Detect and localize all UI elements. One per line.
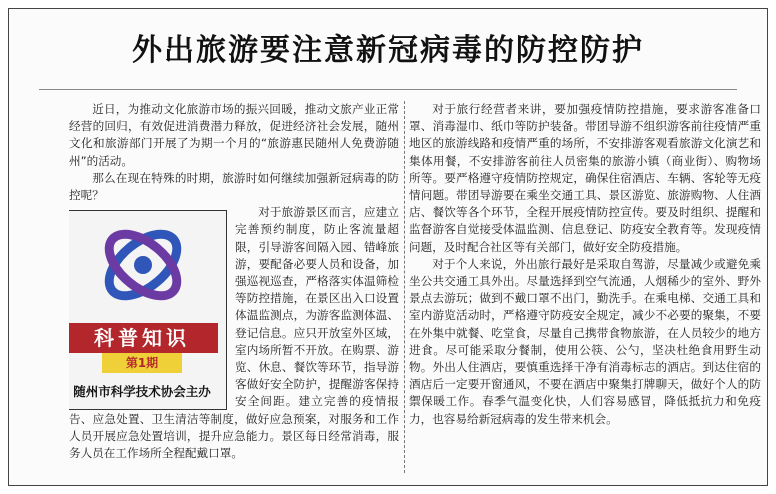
- science-association-logo: [93, 215, 193, 315]
- science-column-badge: [69, 210, 227, 410]
- paragraph: 那么在现在特殊的时期，旅游时如何继续加强新冠病毒的防控呢？: [69, 170, 399, 203]
- paragraph: 对于旅游景区而言，应建立完善预约制度，防止客流量超限，引导游客间隔入园、错峰旅游，要配备必要人员和设备，加强巡视巡查，严格落实体温筛检等防控措施，在景区出入口设置体温监测点，为游客监测体温、登记信息。应只开放室外区域，室内场所暂不开放。在购票、游览、休息、餐饮等环节，指导游客做好安全防护，提醒游客保持安全间距。建立完善的疫情报告、应急处置、卫生清洁等制度，做好应急预案，对服务和工作人员开展应急处置培训，提升应急能力。景区每日经常消毒，服务人员在工作场所全程配戴口罩。: [69, 205, 399, 461]
- article-headline: 外出旅游要注意新冠病毒的防控防护: [132, 33, 644, 68]
- issue-number: 第1期: [102, 353, 182, 373]
- newspaper-clipping: [8, 8, 768, 486]
- paragraph: 近日，为推动文化旅游市场的振兴回暖，推动文旅产业正常经营的回归，有效促进消费潜力释放，促进经济社会发展，随州文化和旅游部门开展了为期一个月的“旅游惠民随州人免费游随州”的活动。: [69, 102, 399, 168]
- column-divider: [404, 101, 405, 473]
- paragraph: 对于旅行经营者来讲，要加强疫情防控措施，要求游客准备口罩、消毒湿巾、纸巾等防护装备。带团导游不组织游客前往疫情严重地区的旅游线路和疫情严重的场所，不安排游客观看旅游文化演艺和集体用餐，不安排游客前往人员密集的旅游小镇（商业街）、购物场所等。要严格遵守疫情防控规定，确保住宿酒店、车辆、客轮等无疫情问题。带团导游要在乘坐交通工具、景区游览、旅游购物、人住酒店、餐饮等各个环节，全程开展疫情防控宣传。要及时组织、提醒和监督游客自觉接受体温监测、信息登记、防疫安全教育等。发现疫情问题，及时配合社区等有关部门，做好安全防疫措施。: [409, 102, 761, 254]
- paragraph: 对于个人来说，外出旅行最好是采取自驾游，尽量减少或避免乘坐公共交通工具外出。尽量选择到空气流通，人烟稀少的室外、野外景点去游玩；做到不戴口罩不出门，勤洗手。在乘电梯、交通工具和室内游览活动时，严格遵守防疫安全规定，减少不必要的聚集，不要在外集中就餐、吃堂食，尽量自己携带食物旅游，在人员较少的地方进食。尽可能采取分餐制，使用公筷、公勺，坚决杜绝食用野生动物。外出人住酒店，要慎重选择干净有消毒标志的酒店。到达住宿的酒店后一定要开窗通风，不要在酒店中聚集打牌聊天，做好个人的防禦保暖工作。春季气温变化快，人们容易感冒，降低抵抗力和免疫力，也容易给新冠病毒的发生带来机会。: [409, 256, 761, 426]
- right-column: [409, 101, 761, 481]
- column-title: 科普知识: [69, 323, 218, 353]
- host-organization: 随州市科学技术协会主办: [73, 384, 211, 400]
- left-column: [69, 101, 399, 481]
- headline-divider: [39, 89, 737, 90]
